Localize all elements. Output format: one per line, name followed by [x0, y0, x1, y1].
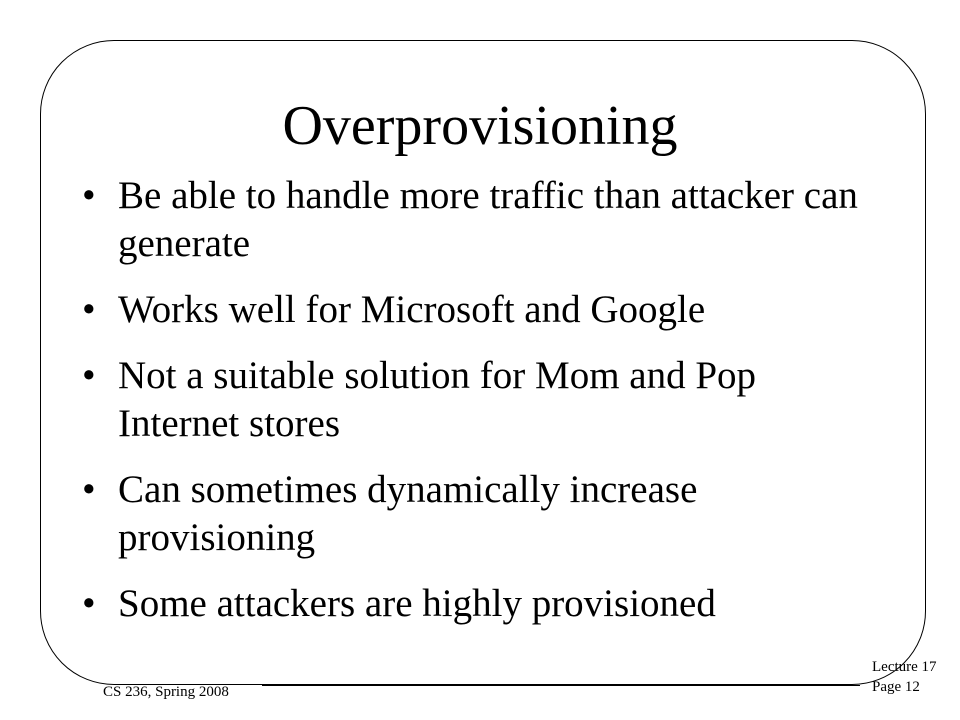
bullet-item: [82, 286, 882, 334]
slide-title: Overprovisioning: [282, 95, 678, 157]
footer-rule: [262, 685, 860, 686]
footer-lecture: Lecture 17: [872, 659, 937, 675]
footer-page-info: [872, 657, 937, 697]
bullet-item: [82, 352, 882, 448]
bullet-dot-icon: •: [82, 582, 96, 625]
footer-page: Page 12: [872, 679, 920, 695]
bullet-list: [82, 172, 882, 646]
bullet-item: [82, 172, 882, 268]
bullet-dot-icon: •: [82, 468, 96, 511]
bullet-text: Some attackers are highly provisioned: [118, 582, 716, 625]
bullet-text: Works well for Microsoft and Google: [118, 288, 706, 331]
bullet-item: [82, 580, 882, 628]
bullet-item: [82, 466, 882, 562]
footer-course: CS 236, Spring 2008: [103, 684, 229, 700]
bullet-dot-icon: •: [82, 288, 96, 331]
bullet-text: Can sometimes dynamically increase provisioning: [118, 468, 698, 559]
bullet-text: Be able to handle more traffic than attacker can generate: [118, 174, 858, 265]
bullet-text: Not a suitable solution for Mom and Pop Internet stores: [118, 354, 757, 445]
bullet-dot-icon: •: [82, 174, 96, 217]
bullet-dot-icon: •: [82, 354, 96, 397]
